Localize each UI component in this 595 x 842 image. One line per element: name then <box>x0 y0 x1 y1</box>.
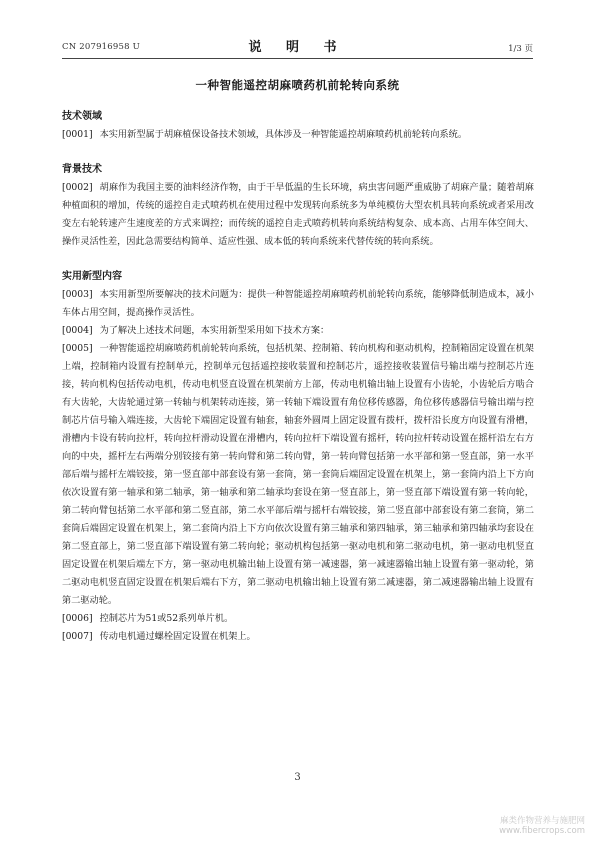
document-title: 一种智能遥控胡麻喷药机前轮转向系统 <box>195 78 400 92</box>
paragraph-number: [0006] <box>62 613 93 624</box>
publication-number: CN 207916958 U <box>62 42 140 52</box>
section-heading: 背景技术 <box>62 164 102 175</box>
paragraph-0002 <box>62 179 534 251</box>
paragraph-0001 <box>62 126 534 144</box>
section-technical-field <box>62 108 534 144</box>
paragraph-number: [0003] <box>62 289 93 300</box>
section-summary <box>62 268 534 646</box>
watermark-line-2: www.fibercrops.com <box>499 826 585 836</box>
paragraph-text: 本实用新型所要解决的技术问题为：提供一种智能遥控胡麻喷药机前轮转向系统，能够降低制造成本，减小车体占用空间，提高操作灵活性。 <box>62 289 534 318</box>
paragraph-number: [0007] <box>62 631 93 642</box>
paragraph-text: 为了解决上述技术问题，本实用新型采用如下技术方案： <box>99 325 330 336</box>
paragraph-number: [0005] <box>62 343 93 354</box>
document-type-label: 说 明 书 <box>248 40 347 55</box>
paragraph-0005 <box>62 340 534 610</box>
document-body <box>62 108 534 646</box>
paragraph-text: 胡麻作为我国主要的油料经济作物，由于干旱低温的生长环境，病虫害问题严重威胁了胡麻产量；随着胡麻种植面积的增加，传统的遥控自走式喷药机在使用过程中发现转向系统多为单纯模仿大型农机具转向系统或者采用改变左右轮转速产生速度差的方式来调控；而传统的遥控自走式喷药机转向系统结构复杂、成本高、占用车体空间大、操作灵活性差，因此急需要结构简单、适应性强、成本低的转向系统来代替传统的转向系统。 <box>62 182 534 247</box>
paragraph-0003 <box>62 286 534 322</box>
site-watermark <box>499 814 585 836</box>
section-heading: 实用新型内容 <box>62 271 122 282</box>
paragraph-0007 <box>62 628 534 646</box>
paragraph-text: 控制芯片为51或52系列单片机。 <box>99 613 234 624</box>
paragraph-0004 <box>62 322 534 340</box>
section-background <box>62 161 534 251</box>
paragraph-text: 传动电机通过螺栓固定设置在机架上。 <box>99 631 256 642</box>
section-heading: 技术领域 <box>62 111 102 122</box>
page-header <box>62 36 533 56</box>
header-divider <box>62 58 533 59</box>
paragraph-number: [0004] <box>62 325 93 336</box>
page-indicator: 1/3 页 <box>508 44 533 54</box>
paragraph-text: 本实用新型属于胡麻植保设备技术领域，具体涉及一种智能遥控胡麻喷药机前轮转向系统。 <box>99 129 468 140</box>
paragraph-number: [0002] <box>62 182 93 193</box>
page-number: 3 <box>294 772 301 783</box>
watermark-line-1: 麻类作物营养与施肥网 <box>499 816 585 826</box>
paragraph-text: 一种智能遥控胡麻喷药机前轮转向系统，包括机架、控制箱、转向机构和驱动机构，控制箱固定设置在机架上端，控制箱内设置有控制单元，控制单元包括遥控接收装置和控制芯片，遥控接收装置信号输出端与控制芯片连接，转向机构包括传动电机，传动电机竖直设置在机架前方上部，传动电机输出轴上设置有小齿轮，小齿轮后方啮合有大齿轮，大齿轮通过第一转轴与机架转动连接，第一转轴下端设置有角位移传感器，角位移传感器信号输出端与控制芯片信号输入端连接，大齿轮下端固定设置有轴套，轴套外圆周上固定设置有拨杆，拨杆沿长度方向设置有滑槽，滑槽内卡设有转向拉杆，转向拉杆滑动设置在滑槽内，转向拉杆下端设置有摇杆，转向拉杆转动设置在摇杆沿左右方向的中央，摇杆左右两端分别铰接有第一转向臂和第二转向臂，第一转向臂包括第一水平部和第一竖直部，第一水平部后端与摇杆左端铰接，第一竖直部中部套设有第一套筒，第一套筒后端固定设置在机架上，第一套筒内沿上下方向依次设置有第一轴承和第二轴承，第一轴承和第二轴承均套设在第一竖直部上，第一竖直部下端设置有第一转向轮，第二转向臂包括第二水平部和第二竖直部，第二水平部后端与摇杆右端铰接，第二竖直部中部套设有第二套筒，第二套筒后端固定设置在机架上，第二套筒内沿上下方向依次设置有第三轴承和第四轴承，第三轴承和第四轴承均套设在第二竖直部上，第二竖直部下端设置有第二转向轮；驱动机构包括第一驱动电机和第二驱动电机，第一驱动电机竖直固定设置在机架后端左下方，第一驱动电机输出轴上设置有第一减速器，第一减速器输出轴上设置有第一驱动轮，第二驱动电机竖直固定设置在机架后端右下方，第二驱动电机输出轴上设置有第二减速器，第二减速器输出轴上设置有第二驱动轮。 <box>62 343 534 606</box>
paragraph-number: [0001] <box>62 129 93 140</box>
paragraph-0006 <box>62 610 534 628</box>
